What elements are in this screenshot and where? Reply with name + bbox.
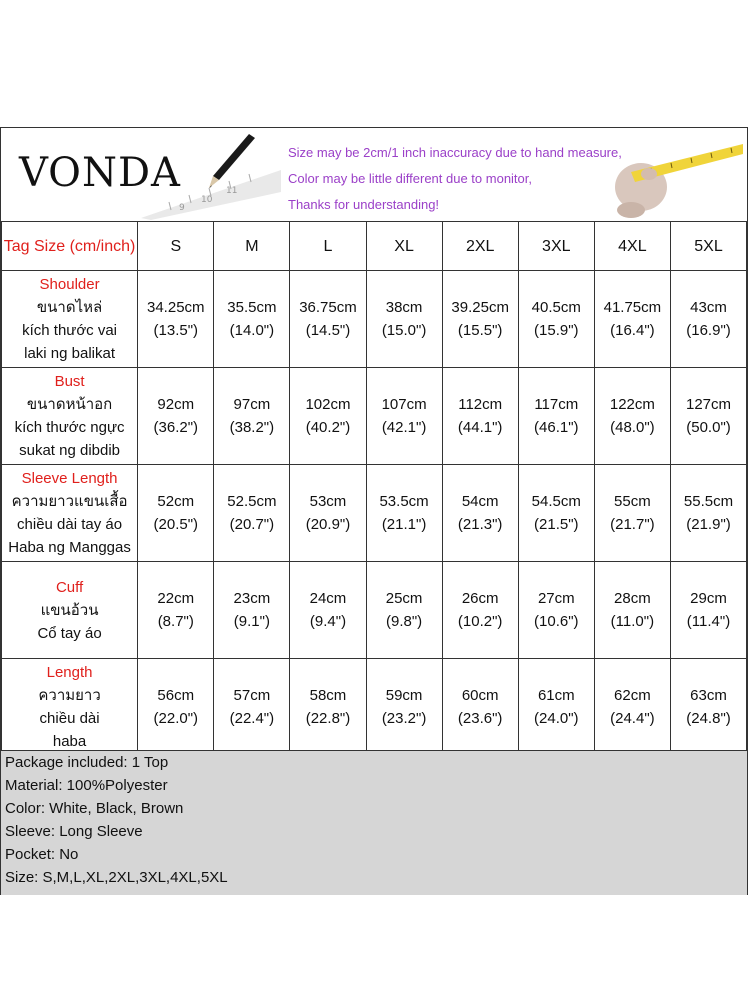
measurement-cell (214, 562, 290, 659)
cm-value: 35.5cm (227, 299, 277, 316)
inch-value: (16.9") (686, 322, 731, 339)
cm-value: 25cm (385, 590, 423, 607)
cm-value: 58cm (309, 687, 347, 704)
inch-value: (21.5") (534, 516, 579, 533)
row-translation: ความยาว (38, 687, 101, 704)
measurement-table (1, 221, 747, 756)
inch-value: (38.2") (229, 419, 275, 436)
inch-value: (21.1") (381, 516, 427, 533)
measurement-cell (214, 659, 290, 756)
note-line: Size may be 2cm/1 inch inaccuracy due to hand measure, (288, 145, 622, 160)
cm-value: 24cm (309, 590, 347, 607)
inch-value: (8.7") (157, 613, 194, 630)
measurement-cell (290, 562, 366, 659)
measurement-row (2, 368, 747, 465)
cm-value: 122cm (609, 396, 655, 413)
inch-value: (22.0") (153, 710, 199, 727)
cm-value: 117cm (534, 396, 579, 413)
inch-value: (10.2") (457, 613, 503, 630)
inch-value: (22.8") (305, 710, 351, 727)
measurement-cell (214, 368, 290, 465)
measurement-cell (518, 562, 594, 659)
measurement-row (2, 465, 747, 562)
cm-value: 56cm (157, 687, 195, 704)
measurement-cell (442, 465, 518, 562)
measurement-cell (671, 659, 747, 756)
measurement-cell (594, 368, 670, 465)
size-header-cell: 5XL (671, 222, 747, 271)
cm-value: 59cm (385, 687, 423, 704)
row-label-cell (2, 562, 138, 659)
cm-value: 102cm (305, 396, 351, 413)
cm-value: 23cm (233, 590, 271, 607)
inch-value: (22.4") (229, 710, 275, 727)
info-line: Sleeve: Long Sleeve (5, 823, 143, 840)
brand-logo: VONDA (19, 150, 181, 196)
pencil-ruler-illustration (131, 130, 281, 220)
cm-value: 53cm (309, 493, 347, 510)
measuring-tape-hand-image (601, 132, 743, 218)
measurement-cell (518, 659, 594, 756)
tag-size-header: Tag Size (cm/inch) (2, 222, 138, 271)
measurement-cell (366, 465, 442, 562)
inch-value: (23.6") (457, 710, 503, 727)
row-translation: แขนอ้วน (40, 601, 99, 619)
cm-value: 29cm (690, 590, 727, 607)
row-label-cell (2, 368, 138, 465)
inch-value: (24.4") (610, 710, 655, 727)
inch-value: (13.5") (153, 322, 199, 339)
size-header-cell: 2XL (442, 222, 518, 271)
inch-value: (23.2") (381, 710, 427, 727)
measurement-cell (671, 562, 747, 659)
inch-value: (14.0") (229, 322, 275, 339)
row-translation: kích thước ngực (14, 419, 125, 436)
inch-value: (40.2") (305, 419, 351, 436)
measurement-cell (518, 368, 594, 465)
info-line: Material: 100%Polyester (5, 777, 168, 794)
cm-value: 43cm (690, 299, 727, 316)
row-label: Cuff (55, 578, 84, 596)
inch-value: (48.0") (610, 419, 655, 436)
cm-value: 55cm (614, 493, 651, 510)
svg-text:10: 10 (201, 195, 213, 205)
measurement-cell (366, 562, 442, 659)
inch-value: (42.1") (381, 419, 427, 436)
row-label-cell (2, 465, 138, 562)
measurement-cell (594, 271, 670, 368)
cm-value: 38cm (385, 299, 423, 316)
cm-value: 97cm (233, 396, 271, 413)
measurement-cell (138, 465, 214, 562)
measurement-cell (442, 562, 518, 659)
inch-value: (9.4") (309, 613, 347, 630)
cm-value: 62cm (614, 687, 651, 704)
inch-value: (14.5") (305, 322, 351, 339)
inch-value: (9.8") (385, 613, 423, 630)
cm-value: 55.5cm (683, 493, 734, 510)
cm-value: 28cm (614, 590, 651, 607)
inch-value: (36.2") (153, 419, 199, 436)
cm-value: 112cm (458, 396, 503, 413)
inch-value: (46.1") (534, 419, 579, 436)
inch-value: (15.0") (381, 322, 427, 339)
measurement-cell (518, 271, 594, 368)
inch-value: (44.1") (457, 419, 503, 436)
cm-value: 127cm (685, 396, 732, 413)
inch-value: (24.8") (686, 710, 731, 727)
measurement-cell (442, 659, 518, 756)
cm-value: 22cm (157, 590, 195, 607)
cm-value: 63cm (690, 687, 727, 704)
cm-value: 52.5cm (227, 493, 277, 510)
size-header-cell: 3XL (518, 222, 594, 271)
measurement-cell (442, 368, 518, 465)
info-line: Package included: 1 Top (5, 754, 169, 771)
row-translation: kích thước vai (22, 322, 118, 339)
row-translation: laki ng balikat (24, 345, 116, 362)
row-translation: chiều dài tay áo (17, 516, 123, 533)
inch-value: (10.6") (534, 613, 579, 630)
row-label: Length (46, 664, 93, 681)
inch-value: (9.1") (233, 613, 270, 630)
measurement-cell (594, 562, 670, 659)
product-info (1, 750, 747, 895)
inch-value: (21.7") (610, 516, 655, 533)
measurement-cell (290, 465, 366, 562)
disclaimer-notes (288, 140, 622, 218)
row-translation: haba (52, 733, 87, 750)
measurement-cell (290, 368, 366, 465)
row-translation: ขนาดไหล่ (36, 299, 103, 316)
info-line: Size: S,M,L,XL,2XL,3XL,4XL,5XL (5, 869, 228, 886)
inch-value: (15.9") (534, 322, 579, 339)
measurement-cell (138, 659, 214, 756)
row-translation: ขนาดหน้าอก (26, 396, 113, 413)
size-chart (0, 127, 748, 895)
measurement-cell (138, 271, 214, 368)
measurement-cell (214, 465, 290, 562)
cm-value: 36.75cm (299, 299, 357, 316)
row-translation: chiều dài (39, 710, 100, 727)
measurement-cell (442, 271, 518, 368)
size-header-cell: S (138, 222, 214, 271)
cm-value: 107cm (381, 396, 427, 413)
chart-header (1, 128, 747, 221)
row-translation: Cổ tay áo (37, 624, 102, 642)
inch-value: (20.9") (305, 516, 351, 533)
row-translation: Haba ng Manggas (8, 539, 131, 556)
cm-value: 52cm (157, 493, 195, 510)
cm-value: 41.75cm (603, 299, 662, 316)
row-label-cell (2, 659, 138, 756)
inch-value: (21.3") (457, 516, 503, 533)
cm-value: 61cm (537, 687, 575, 704)
measurement-row (2, 659, 747, 756)
measurement-cell (518, 465, 594, 562)
measurement-cell (366, 659, 442, 756)
measurement-cell (290, 271, 366, 368)
measurement-cell (366, 271, 442, 368)
measurement-cell (594, 465, 670, 562)
measurement-cell (366, 368, 442, 465)
note-line: Color may be little different due to monitor, (288, 171, 532, 186)
inch-value: (20.7") (229, 516, 275, 533)
size-header-cell: M (214, 222, 290, 271)
info-line: Pocket: No (5, 846, 79, 863)
measurement-cell (138, 562, 214, 659)
inch-value: (24.0") (534, 710, 579, 727)
size-header-row (2, 222, 747, 271)
size-header-cell: XL (366, 222, 442, 271)
size-header-cell: L (290, 222, 366, 271)
measurement-cell (671, 368, 747, 465)
measurement-cell (671, 465, 747, 562)
cm-value: 53.5cm (379, 493, 429, 510)
measurement-row (2, 271, 747, 368)
measurement-row (2, 562, 747, 659)
svg-text:11: 11 (226, 186, 238, 196)
inch-value: (11.4") (686, 613, 731, 630)
row-translation: sukat ng dibdib (19, 442, 121, 459)
inch-value: (16.4") (610, 322, 655, 339)
cm-value: 60cm (461, 687, 499, 704)
measurement-cell (214, 271, 290, 368)
cm-value: 40.5cm (531, 299, 581, 316)
row-translation: ความยาวแขนเสื้อ (11, 493, 128, 510)
cm-value: 26cm (461, 590, 499, 607)
measurement-cell (290, 659, 366, 756)
row-label: Bust (54, 373, 85, 390)
measurement-cell (594, 659, 670, 756)
svg-text:9: 9 (179, 203, 185, 213)
cm-value: 34.25cm (147, 299, 205, 316)
inch-value: (20.5") (153, 516, 199, 533)
row-label: Sleeve Length (21, 470, 118, 487)
measurement-cell (671, 271, 747, 368)
info-line: Color: White, Black, Brown (5, 800, 184, 817)
cm-value: 39.25cm (451, 299, 509, 316)
inch-value: (50.0") (686, 419, 731, 436)
row-label-cell (2, 271, 138, 368)
inch-value: (21.9") (686, 516, 731, 533)
inch-value: (15.5") (457, 322, 503, 339)
size-header-cell: 4XL (594, 222, 670, 271)
cm-value: 54.5cm (531, 493, 581, 510)
cm-value: 92cm (157, 396, 195, 413)
cm-value: 27cm (537, 590, 575, 607)
cm-value: 57cm (233, 687, 271, 704)
note-line: Thanks for understanding! (288, 197, 440, 212)
measurement-cell (138, 368, 214, 465)
row-label: Shoulder (39, 276, 100, 293)
cm-value: 54cm (461, 493, 499, 510)
inch-value: (11.0") (610, 613, 655, 630)
